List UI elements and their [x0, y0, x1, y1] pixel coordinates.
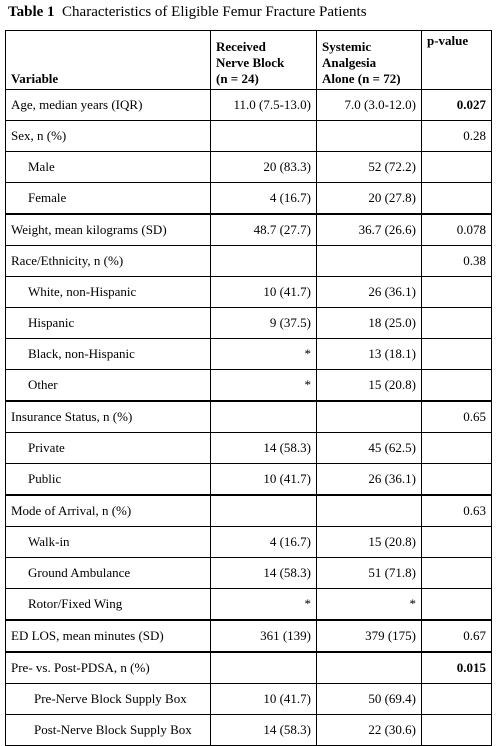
row-label: Mode of Arrival, n (%)	[6, 495, 211, 527]
row-label: Hispanic	[6, 308, 211, 339]
table-row	[6, 589, 492, 621]
table-row	[6, 527, 492, 558]
systemic-value: 26 (36.1)	[317, 464, 422, 496]
nerve-block-value: 48.7 (27.7)	[211, 214, 317, 246]
row-label: Pre- vs. Post-PDSA, n (%)	[6, 652, 211, 684]
header-nerve-block-line3: (n = 24)	[216, 71, 259, 86]
nerve-block-value	[211, 121, 317, 152]
table-row	[6, 183, 492, 215]
header-variable: Variable	[6, 31, 211, 90]
systemic-value: 13 (18.1)	[317, 339, 422, 370]
systemic-value: 18 (25.0)	[317, 308, 422, 339]
table-row	[6, 246, 492, 277]
systemic-value: 15 (20.8)	[317, 370, 422, 402]
p-value: 0.67	[422, 620, 492, 652]
header-systemic-line3: Alone (n = 72)	[322, 71, 401, 86]
row-label: Weight, mean kilograms (SD)	[6, 214, 211, 246]
p-value	[422, 277, 492, 308]
nerve-block-value: 14 (58.3)	[211, 558, 317, 589]
table-title: Characteristics of Eligible Femur Fracture Patients	[62, 4, 367, 20]
nerve-block-value: 10 (41.7)	[211, 464, 317, 496]
systemic-value: 45 (62.5)	[317, 433, 422, 464]
header-nerve-block-line2: Nerve Block	[216, 55, 285, 70]
table-row	[6, 433, 492, 464]
p-value: 0.63	[422, 495, 492, 527]
row-label: White, non-Hispanic	[6, 277, 211, 308]
table-row	[6, 277, 492, 308]
row-label: Female	[6, 183, 211, 215]
nerve-block-value: *	[211, 589, 317, 621]
nerve-block-value: 4 (16.7)	[211, 183, 317, 215]
table-row	[6, 308, 492, 339]
row-label: Walk-in	[6, 527, 211, 558]
systemic-value	[317, 121, 422, 152]
header-systemic-line2: Analgesia	[322, 55, 377, 70]
table-row	[6, 652, 492, 684]
table-row	[6, 370, 492, 402]
nerve-block-value	[211, 246, 317, 277]
table-row	[6, 620, 492, 652]
header-row	[6, 31, 492, 90]
nerve-block-value: 10 (41.7)	[211, 684, 317, 715]
header-nerve-block	[211, 31, 317, 90]
nerve-block-value: *	[211, 370, 317, 402]
table-caption	[8, 4, 367, 21]
nerve-block-value	[211, 652, 317, 684]
systemic-value: 52 (72.2)	[317, 152, 422, 183]
p-value	[422, 715, 492, 746]
p-value	[422, 339, 492, 370]
systemic-value: 36.7 (26.6)	[317, 214, 422, 246]
table-row	[6, 464, 492, 496]
row-label: Age, median years (IQR)	[6, 90, 211, 121]
row-label: Ground Ambulance	[6, 558, 211, 589]
systemic-value: 15 (20.8)	[317, 527, 422, 558]
table-row	[6, 715, 492, 746]
p-value	[422, 527, 492, 558]
characteristics-table	[5, 30, 492, 746]
row-label: Black, non-Hispanic	[6, 339, 211, 370]
systemic-value	[317, 401, 422, 433]
table-row	[6, 401, 492, 433]
systemic-value	[317, 495, 422, 527]
nerve-block-value: 10 (41.7)	[211, 277, 317, 308]
row-label: Insurance Status, n (%)	[6, 401, 211, 433]
systemic-value: *	[317, 589, 422, 621]
systemic-value: 22 (30.6)	[317, 715, 422, 746]
systemic-value: 51 (71.8)	[317, 558, 422, 589]
table-body	[6, 90, 492, 746]
row-label: Private	[6, 433, 211, 464]
systemic-value: 26 (36.1)	[317, 277, 422, 308]
row-label: Sex, n (%)	[6, 121, 211, 152]
systemic-value: 50 (69.4)	[317, 684, 422, 715]
p-value: 0.28	[422, 121, 492, 152]
table-row	[6, 121, 492, 152]
header-pvalue-text: p-value	[427, 33, 469, 48]
nerve-block-value: 9 (37.5)	[211, 308, 317, 339]
row-label: Rotor/Fixed Wing	[6, 589, 211, 621]
nerve-block-value: 4 (16.7)	[211, 527, 317, 558]
p-value	[422, 684, 492, 715]
table-row	[6, 339, 492, 370]
p-value	[422, 152, 492, 183]
table-number: Table 1	[8, 4, 55, 20]
nerve-block-value: 20 (83.3)	[211, 152, 317, 183]
p-value: 0.078	[422, 214, 492, 246]
nerve-block-value: *	[211, 339, 317, 370]
p-value	[422, 308, 492, 339]
table-row	[6, 684, 492, 715]
table-row	[6, 152, 492, 183]
header-systemic-line1: Systemic	[322, 39, 372, 54]
p-value: 0.027	[422, 90, 492, 121]
p-value: 0.65	[422, 401, 492, 433]
nerve-block-value: 14 (58.3)	[211, 715, 317, 746]
table-row	[6, 90, 492, 121]
nerve-block-value: 361 (139)	[211, 620, 317, 652]
row-label: Post-Nerve Block Supply Box	[6, 715, 211, 746]
header-pvalue	[422, 31, 492, 90]
row-label: Male	[6, 152, 211, 183]
table-row	[6, 495, 492, 527]
nerve-block-value: 11.0 (7.5-13.0)	[211, 90, 317, 121]
row-label: ED LOS, mean minutes (SD)	[6, 620, 211, 652]
row-label: Race/Ethnicity, n (%)	[6, 246, 211, 277]
row-label: Pre-Nerve Block Supply Box	[6, 684, 211, 715]
nerve-block-value: 14 (58.3)	[211, 433, 317, 464]
p-value	[422, 370, 492, 402]
systemic-value	[317, 652, 422, 684]
p-value	[422, 589, 492, 621]
row-label: Public	[6, 464, 211, 496]
table-row	[6, 558, 492, 589]
systemic-value: 20 (27.8)	[317, 183, 422, 215]
header-nerve-block-line1: Received	[216, 39, 266, 54]
p-value: 0.38	[422, 246, 492, 277]
p-value	[422, 558, 492, 589]
p-value	[422, 464, 492, 496]
p-value: 0.015	[422, 652, 492, 684]
p-value	[422, 433, 492, 464]
systemic-value: 379 (175)	[317, 620, 422, 652]
table-row	[6, 214, 492, 246]
p-value	[422, 183, 492, 215]
row-label: Other	[6, 370, 211, 402]
nerve-block-value	[211, 495, 317, 527]
header-systemic	[317, 31, 422, 90]
systemic-value: 7.0 (3.0-12.0)	[317, 90, 422, 121]
nerve-block-value	[211, 401, 317, 433]
systemic-value	[317, 246, 422, 277]
